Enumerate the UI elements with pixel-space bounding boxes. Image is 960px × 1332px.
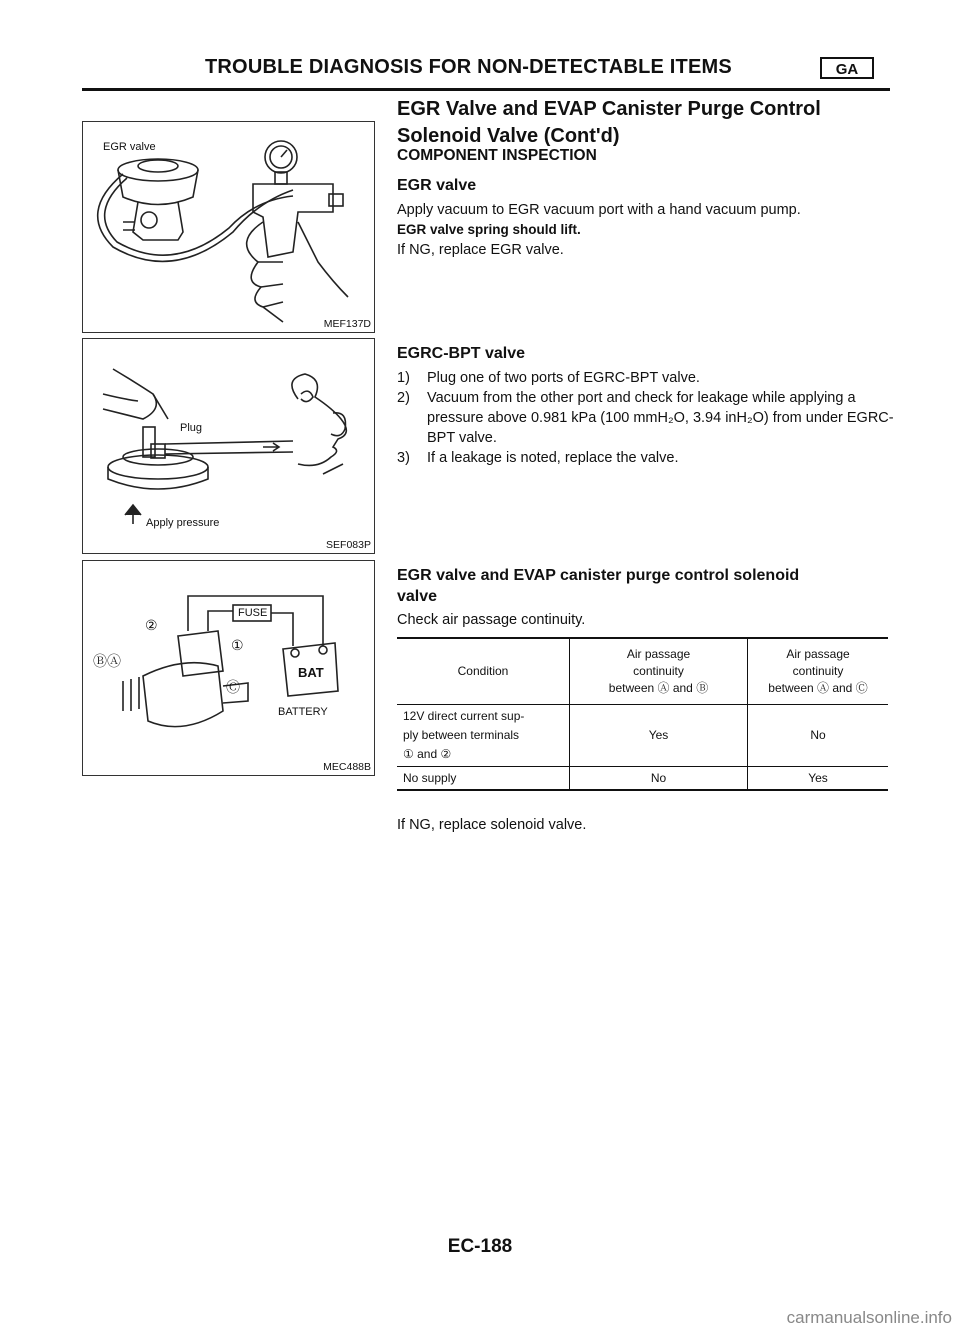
figure-egrc-bpt-ref: SEF083P — [326, 539, 371, 551]
list-item — [397, 448, 894, 468]
step-text: Plug one of two ports of EGRC-BPT valve. — [427, 370, 700, 386]
terminal-2-label: ② — [145, 617, 158, 633]
step-number: 3) — [397, 450, 410, 466]
continuity-table — [397, 637, 888, 791]
component-inspection-heading: COMPONENT INSPECTION — [397, 147, 597, 164]
table-header-row — [397, 638, 888, 704]
solenoid-footer-text: If NG, replace solenoid valve. — [397, 817, 587, 833]
egr-valve-text1: Apply vacuum to EGR vacuum port with a hand vacuum pump. — [397, 202, 801, 218]
table-cell: 12V direct current sup- ply between terminals ① and ② — [397, 704, 570, 766]
step-number: 2) — [397, 390, 410, 406]
solenoid-heading-line1: EGR valve and EVAP canister purge control solenoid — [397, 567, 800, 584]
figure-solenoid — [82, 560, 375, 776]
figure-egr-valve — [82, 121, 375, 333]
egr-valve-illustration — [83, 122, 373, 327]
table-cell: No — [570, 766, 748, 790]
figure-apply-pressure-label: Apply pressure — [146, 517, 220, 529]
table-cell: Yes — [808, 770, 828, 785]
port-b-a-label: ⒷⒶ — [93, 653, 121, 669]
solenoid-heading — [397, 565, 897, 607]
step-text: Vacuum from the other port and check for leakage while applying a pressure above 0.981 kPa (100 mmH₂O, 3.94 inH₂O) from under EGRC-BPT valve. — [427, 390, 894, 446]
table-cell: No — [810, 728, 826, 742]
step-text: If a leakage is noted, replace the valve. — [427, 450, 679, 466]
table-row — [397, 766, 888, 790]
page-number: EC-188 — [447, 1236, 513, 1257]
page-header-title: TROUBLE DIAGNOSIS FOR NON-DETECTABLE ITEMS — [205, 56, 732, 78]
egr-valve-text2: EGR valve spring should lift. — [397, 222, 581, 237]
table-cell: No supply — [397, 766, 570, 790]
header-continuity-a-b: Air passage continuity between Ⓐ and Ⓑ — [570, 638, 748, 704]
figure-egrc-bpt — [82, 338, 375, 554]
table-cell: Yes — [570, 704, 748, 766]
egr-valve-text3: If NG, replace EGR valve. — [397, 242, 564, 258]
section-title — [397, 96, 897, 150]
figure-egr-valve-ref: MEF137D — [323, 318, 371, 330]
egrc-bpt-illustration — [83, 339, 373, 551]
egrc-bpt-heading: EGRC-BPT valve — [397, 345, 526, 362]
egrc-bpt-steps — [397, 368, 894, 468]
egr-valve-heading: EGR valve — [397, 177, 477, 194]
header-continuity-a-c: Air passage continuity between Ⓐ and Ⓒ — [768, 646, 868, 695]
solenoid-illustration — [83, 561, 373, 773]
figure-egr-valve-label: EGR valve — [103, 141, 156, 153]
bat-label: BAT — [298, 665, 324, 680]
watermark: carmanualsonline.info — [786, 1308, 952, 1327]
figure-solenoid-ref: MEC488B — [323, 761, 371, 773]
figure-plug-label: Plug — [180, 422, 203, 434]
header-rule — [82, 88, 890, 91]
port-c-label: Ⓒ — [226, 679, 240, 695]
solenoid-heading-line2: valve — [397, 588, 438, 605]
battery-label: BATTERY — [278, 706, 328, 718]
solenoid-text: Check air passage continuity. — [397, 612, 586, 628]
section-badge: GA — [820, 57, 874, 79]
table-row — [397, 704, 888, 766]
fuse-label: FUSE — [238, 607, 268, 619]
list-item — [397, 368, 894, 388]
terminal-1-label: ① — [231, 637, 244, 653]
step-number: 1) — [397, 370, 410, 386]
section-title-line2: Solenoid Valve (Cont'd) — [397, 125, 620, 147]
header-condition: Condition — [397, 638, 570, 704]
section-title-line1: EGR Valve and EVAP Canister Purge Control — [397, 98, 821, 120]
list-item — [397, 388, 894, 448]
